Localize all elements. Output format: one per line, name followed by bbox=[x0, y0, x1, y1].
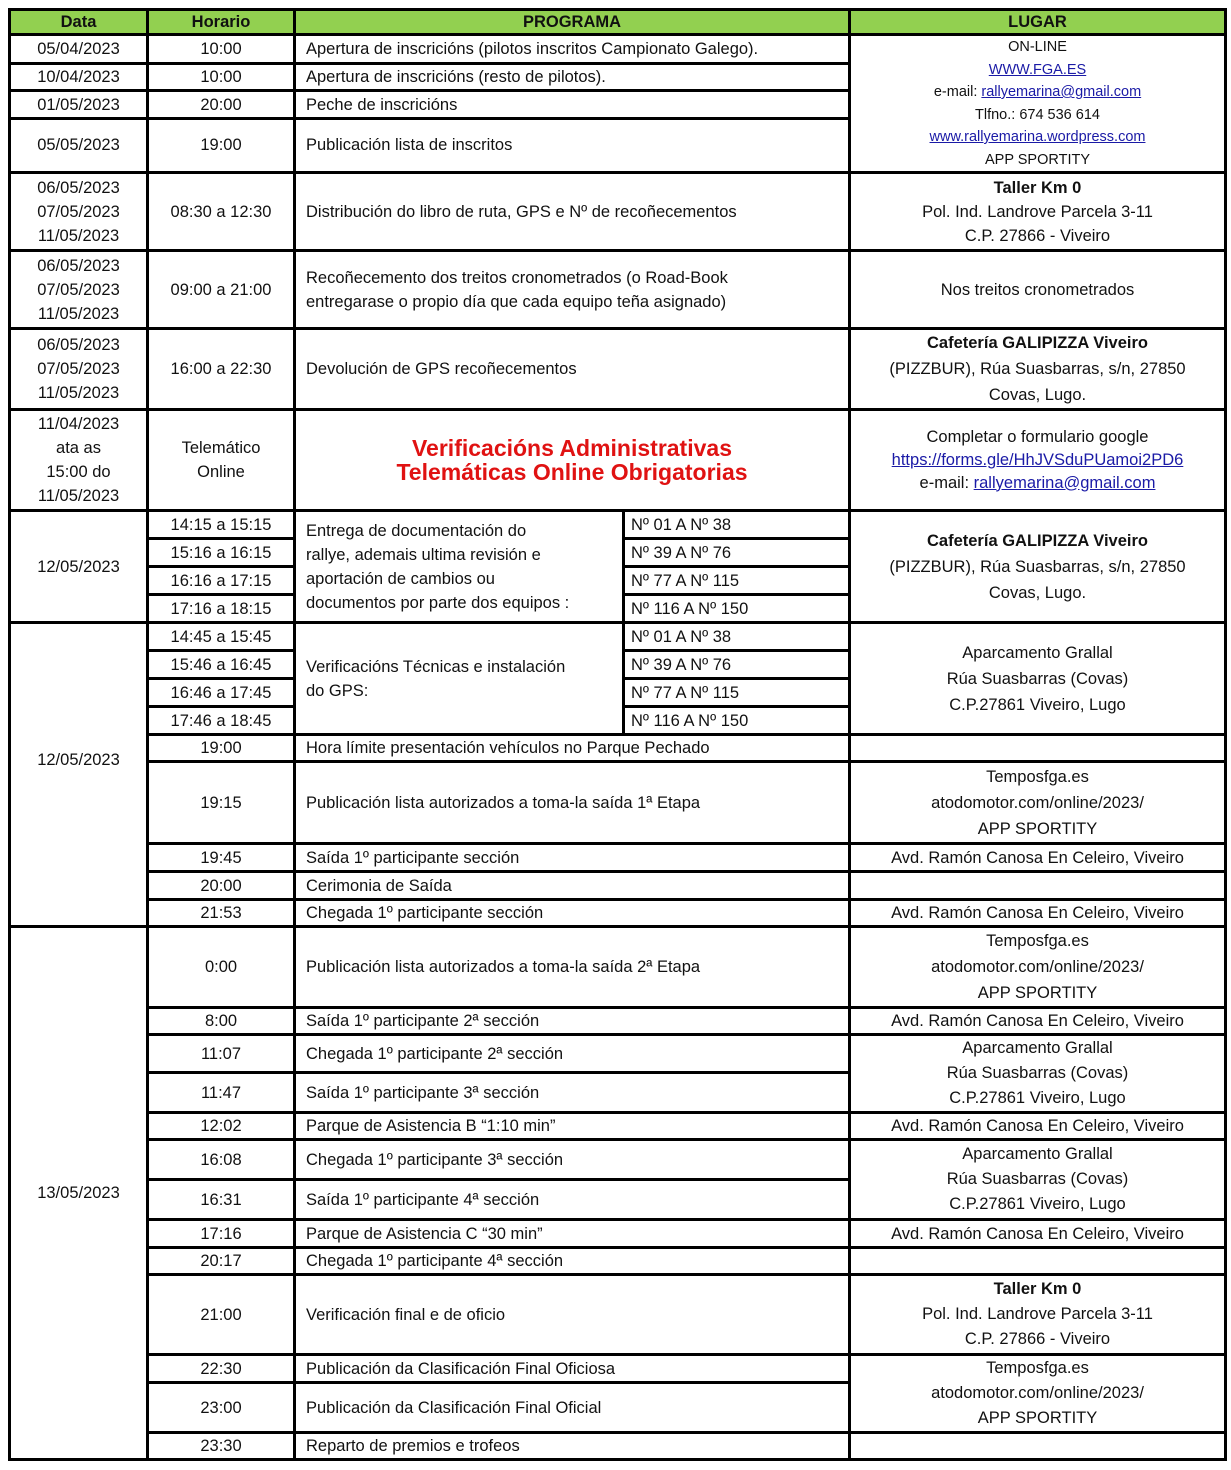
program-cell: Peche de inscricións bbox=[295, 91, 850, 119]
date-text: 12/05/2023 bbox=[37, 751, 120, 769]
program-cell: Saída 1º participante 4ª sección bbox=[295, 1180, 850, 1220]
place-line: C.P. 27866 - Viveiro bbox=[964, 1330, 1111, 1348]
place-line: Aparcamento Grallal bbox=[962, 1145, 1113, 1163]
time-cell: 17:16 bbox=[148, 1220, 295, 1248]
table-row bbox=[10, 872, 1226, 900]
table-row bbox=[10, 1275, 1226, 1355]
time-cell: 10:00 bbox=[148, 63, 295, 91]
table-row bbox=[10, 173, 1226, 251]
place-cell bbox=[850, 410, 1226, 511]
place-line: atodomotor.com/online/2023/ bbox=[931, 793, 1144, 812]
place-title: Cafetería GALIPIZZA Viveiro bbox=[927, 531, 1148, 550]
app-text: APP SPORTITY bbox=[984, 151, 1091, 168]
place-title: Taller Km 0 bbox=[993, 1280, 1082, 1298]
place-title: Cafetería GALIPIZZA Viveiro bbox=[927, 334, 1148, 352]
time-cell: 23:00 bbox=[148, 1383, 295, 1433]
time-cell: 11:47 bbox=[148, 1073, 295, 1113]
range-cell: Nº 116 A Nº 150 bbox=[624, 707, 850, 735]
date-line: 07/05/2023 bbox=[37, 280, 120, 299]
email-link[interactable]: rallyemarina@gmail.com bbox=[981, 84, 1142, 100]
highlight-line: Verificacións Administrativas bbox=[411, 435, 732, 461]
date-line: 11/05/2023 bbox=[37, 304, 120, 323]
time-cell: 19:45 bbox=[148, 844, 295, 872]
table-row bbox=[10, 511, 1226, 539]
date-line: 11/05/2023 bbox=[37, 487, 120, 505]
place-cell bbox=[850, 623, 1226, 735]
range-cell: Nº 01 A Nº 38 bbox=[624, 511, 850, 539]
table-row bbox=[10, 1008, 1226, 1035]
header-horario: Horario bbox=[148, 10, 295, 35]
place-line: Rúa Suasbarras (Covas) bbox=[946, 1170, 1129, 1188]
table-row bbox=[10, 927, 1226, 1008]
google-form-link[interactable]: https://forms.gle/HhJVSduPUamoi2PD6 bbox=[891, 450, 1184, 469]
table-row bbox=[10, 623, 1226, 651]
place-line: Temposfga.es bbox=[986, 932, 1089, 950]
program-cell: Hora límite presentación vehículos no Parque Pechado bbox=[295, 735, 850, 762]
phone-text: Tlfno.: 674 536 614 bbox=[975, 106, 1100, 123]
table-row bbox=[10, 1248, 1226, 1275]
program-line: rallye, ademais ultima revisión e bbox=[306, 545, 541, 564]
place-cell bbox=[850, 762, 1226, 844]
highlight-program-cell bbox=[295, 410, 850, 511]
program-line: do GPS: bbox=[306, 681, 369, 700]
place-line: Completar o formulario google bbox=[926, 427, 1149, 446]
date-line: 11/04/2023 bbox=[37, 415, 120, 433]
date-cell: 10/04/2023 bbox=[10, 63, 148, 91]
time-line: Telemático bbox=[181, 439, 261, 457]
program-cell: Chegada 1º participante 4ª sección bbox=[295, 1248, 850, 1275]
program-line: Entrega de documentación do bbox=[306, 521, 527, 540]
program-cell: Publicación da Clasificación Final Oficiosa bbox=[295, 1355, 850, 1383]
range-cell: Nº 01 A Nº 38 bbox=[624, 623, 850, 651]
time-line: Online bbox=[197, 463, 245, 481]
table-row bbox=[10, 900, 1226, 927]
time-cell: 16:16 a 17:15 bbox=[148, 567, 295, 595]
date-line: 06/05/2023 bbox=[37, 178, 120, 197]
table-row bbox=[10, 1140, 1226, 1180]
place-line: APP SPORTITY bbox=[977, 984, 1098, 1002]
table-row bbox=[10, 1355, 1226, 1383]
time-cell: 22:30 bbox=[148, 1355, 295, 1383]
place-line: APP SPORTITY bbox=[977, 819, 1098, 838]
place-cell bbox=[850, 1140, 1226, 1220]
program-cell: Distribución do libro de ruta, GPS e Nº de recoñecementos bbox=[295, 173, 850, 251]
place-line: Rúa Suasbarras (Covas) bbox=[946, 669, 1129, 688]
program-cell: Parque de Asistencia B “1:10 min” bbox=[295, 1113, 850, 1140]
range-cell: Nº 116 A Nº 150 bbox=[624, 595, 850, 623]
place-line: Temposfga.es bbox=[986, 767, 1089, 786]
header-lugar: LUGAR bbox=[850, 10, 1226, 35]
range-cell: Nº 39 A Nº 76 bbox=[624, 539, 850, 567]
program-cell: Devolución de GPS recoñecementos bbox=[295, 329, 850, 410]
table-row bbox=[10, 1220, 1226, 1248]
place-cell: Avd. Ramón Canosa En Celeiro, Viveiro bbox=[850, 844, 1226, 872]
header-programa: PROGRAMA bbox=[295, 10, 850, 35]
range-cell: Nº 77 A Nº 115 bbox=[624, 679, 850, 707]
table-row bbox=[10, 1035, 1226, 1073]
place-cell-online bbox=[850, 35, 1226, 173]
email-label: e-mail: bbox=[933, 84, 982, 100]
time-cell: 0:00 bbox=[148, 927, 295, 1008]
place-line: Aparcamento Grallal bbox=[962, 643, 1113, 662]
time-cell: 14:45 a 15:45 bbox=[148, 623, 295, 651]
table-row bbox=[10, 329, 1226, 410]
time-cell: 11:07 bbox=[148, 1035, 295, 1073]
table-row bbox=[10, 735, 1226, 762]
schedule-table bbox=[8, 8, 1227, 1461]
program-cell: Saída 1º participante sección bbox=[295, 844, 850, 872]
time-cell: 10:00 bbox=[148, 35, 295, 64]
place-cell bbox=[850, 329, 1226, 410]
place-title: Taller Km 0 bbox=[993, 178, 1082, 197]
highlight-line: Telemáticas Online Obrigatorias bbox=[396, 459, 748, 485]
program-cell: Chegada 1º participante 3ª sección bbox=[295, 1140, 850, 1180]
place-line: atodomotor.com/online/2023/ bbox=[931, 958, 1144, 976]
place-cell bbox=[850, 872, 1226, 900]
program-cell bbox=[295, 511, 624, 623]
time-cell: 12:02 bbox=[148, 1113, 295, 1140]
time-cell: 21:53 bbox=[148, 900, 295, 927]
date-cell bbox=[10, 173, 148, 251]
time-cell: 17:16 a 18:15 bbox=[148, 595, 295, 623]
place-cell: Nos treitos cronometrados bbox=[850, 251, 1226, 329]
time-cell: 17:46 a 18:45 bbox=[148, 707, 295, 735]
date-line: 11/05/2023 bbox=[37, 226, 120, 245]
time-cell: 14:15 a 15:15 bbox=[148, 511, 295, 539]
place-cell: Avd. Ramón Canosa En Celeiro, Viveiro bbox=[850, 1113, 1226, 1140]
place-cell bbox=[850, 1355, 1226, 1433]
place-cell bbox=[850, 1248, 1226, 1275]
range-cell: Nº 77 A Nº 115 bbox=[624, 567, 850, 595]
program-line: aportación de cambios ou bbox=[306, 569, 495, 588]
place-line: C.P.27861 Viveiro, Lugo bbox=[949, 1195, 1126, 1213]
program-line: entregarase o propio día que cada equipo teña asignado) bbox=[306, 292, 727, 311]
program-cell: Publicación lista autorizados a toma-la saída 1ª Etapa bbox=[295, 762, 850, 844]
time-cell: 20:17 bbox=[148, 1248, 295, 1275]
time-cell: 15:46 a 16:45 bbox=[148, 651, 295, 679]
table-row bbox=[10, 1113, 1226, 1140]
time-cell: 16:46 a 17:45 bbox=[148, 679, 295, 707]
table-row bbox=[10, 844, 1226, 872]
place-line: C.P. 27866 - Viveiro bbox=[964, 226, 1111, 245]
place-cell: Avd. Ramón Canosa En Celeiro, Viveiro bbox=[850, 900, 1226, 927]
place-line: (PIZZBUR), Rúa Suasbarras, s/n, 27850 bbox=[889, 557, 1186, 576]
time-cell: 16:08 bbox=[148, 1140, 295, 1180]
range-cell: Nº 39 A Nº 76 bbox=[624, 651, 850, 679]
date-line: 07/05/2023 bbox=[37, 360, 120, 378]
place-line: Covas, Lugo. bbox=[988, 386, 1087, 404]
program-cell: Chegada 1º participante sección bbox=[295, 900, 850, 927]
email-link[interactable]: rallyemarina@gmail.com bbox=[973, 473, 1156, 492]
place-line: Temposfga.es bbox=[986, 1359, 1089, 1377]
date-cell: 01/05/2023 bbox=[10, 91, 148, 119]
time-cell: 20:00 bbox=[148, 872, 295, 900]
program-line: documentos por parte dos equipos : bbox=[306, 593, 570, 612]
place-cell bbox=[850, 511, 1226, 623]
fga-link[interactable]: WWW.FGA.ES bbox=[988, 61, 1087, 78]
date-cell: 13/05/2023 bbox=[10, 927, 148, 1460]
place-cell bbox=[850, 173, 1226, 251]
time-cell: 16:31 bbox=[148, 1180, 295, 1220]
program-line: Verificacións Técnicas e instalación bbox=[306, 657, 566, 676]
program-line: Recoñecemento dos treitos cronometrados (o Road-Book bbox=[306, 268, 728, 287]
website-link[interactable]: www.rallyemarina.wordpress.com bbox=[929, 129, 1146, 145]
time-cell: 19:15 bbox=[148, 762, 295, 844]
program-cell: Apertura de inscricións (pilotos inscritos Campionato Galego). bbox=[295, 35, 850, 64]
program-cell: Verificación final e de oficio bbox=[295, 1275, 850, 1355]
place-line: Pol. Ind. Landrove Parcela 3-11 bbox=[922, 1305, 1153, 1323]
time-cell: 16:00 a 22:30 bbox=[148, 329, 295, 410]
place-line: C.P.27861 Viveiro, Lugo bbox=[949, 695, 1126, 714]
program-cell: Publicación da Clasificación Final Oficial bbox=[295, 1383, 850, 1433]
time-cell bbox=[148, 410, 295, 511]
place-cell bbox=[850, 927, 1226, 1008]
program-cell: Publicación lista autorizados a toma-la saída 2ª Etapa bbox=[295, 927, 850, 1008]
place-line: APP SPORTITY bbox=[977, 1409, 1098, 1427]
place-cell bbox=[850, 735, 1226, 762]
date-line: 11/05/2023 bbox=[37, 384, 120, 402]
program-cell bbox=[295, 251, 850, 329]
place-line: Aparcamento Grallal bbox=[962, 1039, 1113, 1057]
place-line: Pol. Ind. Landrove Parcela 3-11 bbox=[922, 202, 1153, 221]
program-cell: Apertura de inscricións (resto de pilotos). bbox=[295, 63, 850, 91]
email-label: e-mail: bbox=[919, 473, 974, 492]
time-cell: 09:00 a 21:00 bbox=[148, 251, 295, 329]
date-line: ata as bbox=[56, 439, 101, 457]
program-cell: Saída 1º participante 2ª sección bbox=[295, 1008, 850, 1035]
place-cell: Avd. Ramón Canosa En Celeiro, Viveiro bbox=[850, 1220, 1226, 1248]
header-row bbox=[10, 10, 1226, 35]
date-cell bbox=[10, 251, 148, 329]
place-cell: Avd. Ramón Canosa En Celeiro, Viveiro bbox=[850, 1008, 1226, 1035]
time-cell: 8:00 bbox=[148, 1008, 295, 1035]
place-cell bbox=[850, 1433, 1226, 1460]
table-row bbox=[10, 1433, 1226, 1460]
date-cell bbox=[10, 329, 148, 410]
place-line: C.P.27861 Viveiro, Lugo bbox=[949, 1089, 1126, 1107]
program-cell: Chegada 1º participante 2ª sección bbox=[295, 1035, 850, 1073]
place-cell bbox=[850, 1035, 1226, 1113]
place-line: (PIZZBUR), Rúa Suasbarras, s/n, 27850 bbox=[889, 360, 1186, 378]
time-cell: 08:30 a 12:30 bbox=[148, 173, 295, 251]
time-cell: 19:00 bbox=[148, 735, 295, 762]
program-cell: Saída 1º participante 3ª sección bbox=[295, 1073, 850, 1113]
time-cell: 23:30 bbox=[148, 1433, 295, 1460]
program-cell: Publicación lista de inscritos bbox=[295, 118, 850, 172]
place-cell bbox=[850, 1275, 1226, 1355]
place-line: atodomotor.com/online/2023/ bbox=[931, 1384, 1144, 1402]
table-row bbox=[10, 35, 1226, 64]
date-line: 06/05/2023 bbox=[37, 336, 120, 354]
program-cell bbox=[295, 623, 624, 735]
time-cell: 21:00 bbox=[148, 1275, 295, 1355]
time-cell: 15:16 a 16:15 bbox=[148, 539, 295, 567]
program-cell: Parque de Asistencia C “30 min” bbox=[295, 1220, 850, 1248]
date-line: 07/05/2023 bbox=[37, 202, 120, 221]
place-line: Covas, Lugo. bbox=[988, 583, 1087, 602]
table-row bbox=[10, 410, 1226, 511]
date-cell: 12/05/2023 bbox=[10, 511, 148, 623]
table-row bbox=[10, 762, 1226, 844]
date-line: 15:00 do bbox=[46, 463, 111, 481]
table-row bbox=[10, 251, 1226, 329]
date-cell bbox=[10, 623, 148, 927]
date-line: 06/05/2023 bbox=[37, 256, 120, 275]
date-cell: 05/04/2023 bbox=[10, 35, 148, 64]
program-cell: Cerimonia de Saída bbox=[295, 872, 850, 900]
place-online-label: ON-LINE bbox=[1008, 39, 1067, 55]
time-cell: 19:00 bbox=[148, 118, 295, 172]
header-data: Data bbox=[10, 10, 148, 35]
place-line: Rúa Suasbarras (Covas) bbox=[946, 1064, 1129, 1082]
time-cell: 20:00 bbox=[148, 91, 295, 119]
program-cell: Reparto de premios e trofeos bbox=[295, 1433, 850, 1460]
date-cell bbox=[10, 410, 148, 511]
date-cell: 05/05/2023 bbox=[10, 118, 148, 172]
